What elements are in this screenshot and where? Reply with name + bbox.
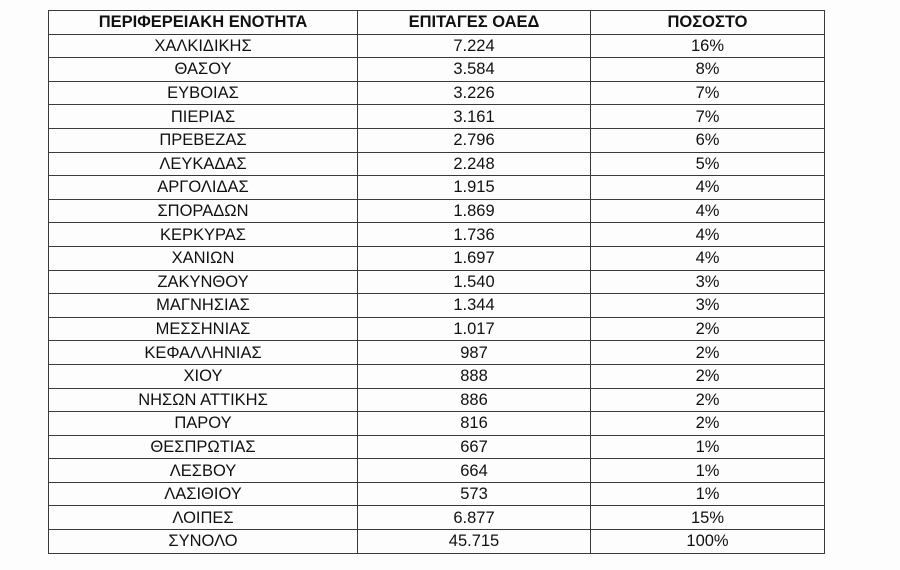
- percentage-cell: 15%: [591, 506, 825, 530]
- table-row: [49, 128, 825, 152]
- percentage-cell: 3%: [591, 270, 825, 294]
- checks-cell: 667: [358, 435, 591, 459]
- region-cell: ΚΕΡΚΥΡΑΣ: [49, 223, 358, 247]
- table-row: [49, 176, 825, 200]
- percentage-cell: 3%: [591, 294, 825, 318]
- table-row: [49, 246, 825, 270]
- table-row: [49, 341, 825, 365]
- header-percentage: ΠΟΣΟΣΤΟ: [591, 11, 825, 35]
- table-row: [49, 270, 825, 294]
- checks-cell: 45.715: [358, 530, 591, 554]
- header-row: [49, 11, 825, 35]
- table-row: [49, 58, 825, 82]
- region-cell: ΜΑΓΝΗΣΙΑΣ: [49, 294, 358, 318]
- percentage-cell: 1%: [591, 482, 825, 506]
- region-cell: ΧΙΟΥ: [49, 364, 358, 388]
- checks-cell: 7.224: [358, 34, 591, 58]
- region-cell: ΛΟΙΠΕΣ: [49, 506, 358, 530]
- table-row: [49, 81, 825, 105]
- percentage-cell: 4%: [591, 176, 825, 200]
- region-cell: ΧΑΝΙΩΝ: [49, 246, 358, 270]
- region-cell: ΛΕΥΚΑΔΑΣ: [49, 152, 358, 176]
- table-row: [49, 34, 825, 58]
- percentage-cell: 5%: [591, 152, 825, 176]
- percentage-cell: 4%: [591, 246, 825, 270]
- table-row: [49, 199, 825, 223]
- table-row: [49, 364, 825, 388]
- checks-cell: 1.915: [358, 176, 591, 200]
- region-cell: ΘΑΣΟΥ: [49, 58, 358, 82]
- region-cell: ΠΡΕΒΕΖΑΣ: [49, 128, 358, 152]
- region-cell: ΛΕΣΒΟΥ: [49, 459, 358, 483]
- checks-cell: 3.584: [358, 58, 591, 82]
- checks-cell: 1.540: [358, 270, 591, 294]
- checks-cell: 3.161: [358, 105, 591, 129]
- table-row: [49, 435, 825, 459]
- region-cell: ΠΙΕΡΙΑΣ: [49, 105, 358, 129]
- percentage-cell: 2%: [591, 317, 825, 341]
- checks-cell: 888: [358, 364, 591, 388]
- checks-cell: 1.344: [358, 294, 591, 318]
- checks-cell: 6.877: [358, 506, 591, 530]
- header-region: ΠΕΡΙΦΕΡΕΙΑΚΗ ΕΝΟΤΗΤΑ: [49, 11, 358, 35]
- table-row: [49, 412, 825, 436]
- percentage-cell: 2%: [591, 364, 825, 388]
- checks-cell: 2.796: [358, 128, 591, 152]
- percentage-cell: 2%: [591, 388, 825, 412]
- percentage-cell: 6%: [591, 128, 825, 152]
- region-cell: ΧΑΛΚΙΔΙΚΗΣ: [49, 34, 358, 58]
- region-cell: ΕΥΒΟΙΑΣ: [49, 81, 358, 105]
- data-table: [48, 10, 825, 554]
- table-row: [49, 105, 825, 129]
- percentage-cell: 7%: [591, 81, 825, 105]
- percentage-cell: 2%: [591, 412, 825, 436]
- table-row: [49, 482, 825, 506]
- percentage-cell: 1%: [591, 459, 825, 483]
- checks-cell: 816: [358, 412, 591, 436]
- region-cell: ΚΕΦΑΛΛΗΝΙΑΣ: [49, 341, 358, 365]
- table-row: [49, 506, 825, 530]
- header-checks: ΕΠΙΤΑΓΕΣ ΟΑΕΔ: [358, 11, 591, 35]
- total-row: [49, 530, 825, 554]
- region-cell: ΘΕΣΠΡΩΤΙΑΣ: [49, 435, 358, 459]
- region-cell: ΜΕΣΣΗΝΙΑΣ: [49, 317, 358, 341]
- table-row: [49, 294, 825, 318]
- percentage-cell: 100%: [591, 530, 825, 554]
- region-cell: ΛΑΣΙΘΙΟΥ: [49, 482, 358, 506]
- region-cell: ΖΑΚΥΝΘΟΥ: [49, 270, 358, 294]
- percentage-cell: 2%: [591, 341, 825, 365]
- checks-cell: 3.226: [358, 81, 591, 105]
- region-cell: ΣΠΟΡΑΔΩΝ: [49, 199, 358, 223]
- checks-cell: 664: [358, 459, 591, 483]
- region-cell: ΑΡΓΟΛΙΔΑΣ: [49, 176, 358, 200]
- percentage-cell: 4%: [591, 223, 825, 247]
- region-cell: ΠΑΡΟΥ: [49, 412, 358, 436]
- table-row: [49, 317, 825, 341]
- region-cell: ΝΗΣΩΝ ΑΤΤΙΚΗΣ: [49, 388, 358, 412]
- table-row: [49, 459, 825, 483]
- table-row: [49, 152, 825, 176]
- region-cell: ΣΥΝΟΛΟ: [49, 530, 358, 554]
- percentage-cell: 16%: [591, 34, 825, 58]
- checks-cell: 2.248: [358, 152, 591, 176]
- checks-cell: 1.017: [358, 317, 591, 341]
- percentage-cell: 7%: [591, 105, 825, 129]
- checks-cell: 1.697: [358, 246, 591, 270]
- table-row: [49, 388, 825, 412]
- checks-cell: 886: [358, 388, 591, 412]
- checks-cell: 573: [358, 482, 591, 506]
- checks-cell: 1.736: [358, 223, 591, 247]
- table-row: [49, 223, 825, 247]
- percentage-cell: 8%: [591, 58, 825, 82]
- checks-cell: 987: [358, 341, 591, 365]
- checks-cell: 1.869: [358, 199, 591, 223]
- percentage-cell: 1%: [591, 435, 825, 459]
- percentage-cell: 4%: [591, 199, 825, 223]
